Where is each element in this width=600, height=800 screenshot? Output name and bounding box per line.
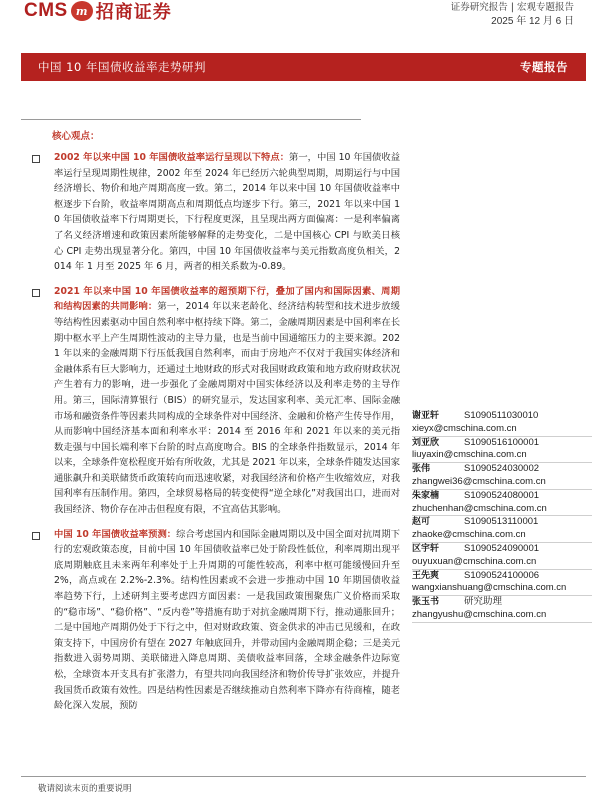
analyst-email[interactable]: zhangyushu@cmschina.com.cn — [412, 609, 592, 623]
footer-disclaimer: 敬请阅读末页的重要说明 — [38, 784, 132, 794]
analyst-license: S1090513110001 — [464, 516, 539, 528]
analyst-name: 谢亚轩 — [412, 411, 440, 421]
core-viewpoints-label: 核心观点： — [52, 131, 100, 142]
report-date: 2025 年 12 月 6 日 — [491, 16, 574, 27]
analyst-email[interactable]: ouyuxuan@cmschina.com.cn — [412, 556, 592, 570]
analyst-entry — [412, 570, 592, 597]
analyst-entry — [412, 490, 592, 517]
viewpoint-lead: 中国 10 年国债收益率预测： — [54, 528, 177, 540]
analyst-email[interactable]: zhuchenhan@cmschina.com.cn — [412, 503, 592, 517]
viewpoint-item — [30, 527, 400, 714]
analyst-license: S1090524100006 — [464, 569, 540, 581]
analyst-email[interactable]: liuyaxin@cmschina.com.cn — [412, 449, 592, 463]
viewpoint-text: 综合考虑国内和国际金融周期以及中国全面对抗周期下行的宏观政策态度，目前中国 10 年国债收益率已处于阶段性低位，利率周期出现平底周期触底且未来两年利率处于上升周期的可能性较高，利率中枢可能缓慢回升至 2%，高点或在 2.2%-2.3%。结构性因素或不会进一步推动中国 10 年期国债收益率趋势下行，上述研判主要考虑四方面因素：一是我国政策围聚焦广义价格而采取的“稳市场”、“稳价格”、“反内卷”等措施有助于对抗金融周期下行，推动通胀回升；二是中国地产周期仍处于下行之中，但对财政政策、资金供求的冲击已见缓和，在政策支持下，中国房价有望在 2027 年触底回升，并带动国内金融周期企稳；三是美元指数进入弱势周期、美联储进入降息周期、美债收益率回落，全球金融条件边际宽松，全球资本开支具有扩张潜力，有望共同向我国经济和物价传导扩张效应，并提升我国货币政策有效性。四是结构性因素是否继续推动自然利率下降亦有待商榷，随老龄化深入发展，预防 — [54, 528, 400, 712]
analyst-name: 赵可 — [412, 517, 431, 528]
analyst-license: 研究助理 — [464, 596, 503, 608]
analyst-email[interactable]: wangxianshuang@cmschina.com.cn — [412, 582, 592, 596]
analyst-entry — [412, 516, 592, 543]
report-category: 证券研究报告 | 宏观专题报告 — [450, 2, 574, 13]
analyst-entry — [412, 543, 592, 570]
viewpoint-text: 第一，2014 年以来老龄化、经济结构转型和技术进步放缓等结构性因素驱动中国自然利率中枢持续下降。第二，金融周期因素是中国利率在长期中枢水平上产生周期性波动的主导力量，也是当前中国通缩压力的主要来源。2021 年以来的金融周期下行压低我国自然利率，而由于房地产不仅对于我国实体经济和金融体系有巨大影响力，还通过土地财政的形式对我国财政政策和地方政府财政状况产生着有力的影响，进一步强化了金融周期对中国实体经济以及利率走势的主导作用。第三，国际清算银行（BIS）的研究显示，发达国家利率、美元汇率、国际金融市场和融资条件等因素共同构成的全球条件对中国经济、金融和价格产生传导作用，从而影响中国经济基本面和利率水平：2014 至 2016 年和 2021 年以来的美元指数走强与中国长端利率下台阶的时点高度吻合。BIS 的全球条件指数显示，2014 年以来，全球条件宽松程度开始有所收敛，尤其是 2021 年以来，全球条件随发达国家通胀飙升和美联储货币政策转向而迅速收紧，对我国经济和价格产生收缩效应，对我国利率有压制作用。第四，全球贸易格局的转变使得“逆全球化”对我国出口，进而对我国经济、物价存在冲击但程度有限，不宜高估其影响。 — [54, 301, 400, 516]
report-type: 专题报告 — [520, 60, 568, 74]
analyst-license: S1090511030010 — [464, 410, 539, 421]
logo-chinese-name: 招商证券 — [95, 2, 172, 23]
section-divider — [21, 119, 361, 120]
analyst-name: 张玉书 — [412, 597, 440, 608]
analyst-email[interactable]: xieyx@cmschina.com.cn — [412, 423, 592, 437]
analyst-entry — [412, 410, 592, 437]
header-meta — [451, 1, 574, 29]
analyst-license: S1090524030002 — [464, 463, 540, 475]
analyst-email[interactable]: zhaoke@cmschina.com.cn — [412, 529, 592, 543]
analyst-list — [412, 410, 592, 623]
analyst-name: 区宇轩 — [412, 543, 440, 554]
analyst-name: 王先爽 — [412, 570, 440, 581]
logo-cms-text: CMS — [24, 0, 68, 21]
analyst-name: 朱家楠 — [412, 490, 440, 501]
viewpoint-item — [30, 284, 400, 518]
analyst-email[interactable]: zhangwei36@cmschina.com.cn — [412, 476, 592, 490]
analyst-entry — [412, 596, 592, 623]
analyst-license: S1090524090001 — [464, 542, 540, 554]
analyst-license: S1090516100001 — [464, 436, 540, 448]
analyst-entry — [412, 463, 592, 490]
viewpoint-item — [30, 150, 400, 275]
core-viewpoints — [30, 150, 400, 723]
analyst-name: 张伟 — [412, 464, 431, 475]
company-logo — [24, 0, 172, 22]
analyst-license: S1090524080001 — [464, 489, 540, 501]
analyst-name: 刘亚欣 — [412, 437, 440, 448]
viewpoint-lead: 2021 年以来中国 10 年国债收益率的超预期下行，叠加了国内和国际因素、周期和结构因素的共同影响： — [54, 285, 400, 313]
viewpoint-text: 第一，中国 10 年国债收益率运行呈现周期性规律，2002 年至 2024 年已经历六轮典型周期，周期运行与中国经济增长、物价和地产周期高度一致。第二，2014 年以来中国 10 年国债收益率中枢逐步下台阶，收益率周期高点和周期低点均逐步下行。第三，2021 年以来中国 10 年国债收益率下行周期更长，下行程度更深，且呈现出两方面偏离：一是利率偏离了名义经济增速和政策因素所能够解释的走势变化，二是中国核心 CPI 与欧美日核心 CPI 走势出现显著分化。第四，中国 10 年国债收益率与美元指数高度负相关，2014 年 1 月至 2025 年 6 月，两者的相关系数为-0.89。 — [54, 152, 400, 273]
logo-badge-icon: m — [71, 1, 93, 21]
report-title: 中国 10 年国债收益率走势研判 — [38, 60, 206, 74]
title-banner — [21, 53, 586, 81]
analyst-entry — [412, 437, 592, 464]
footer-divider — [21, 776, 586, 777]
viewpoint-lead: 2002 年以来中国 10 年国债收益率运行呈现以下特点： — [54, 152, 290, 163]
